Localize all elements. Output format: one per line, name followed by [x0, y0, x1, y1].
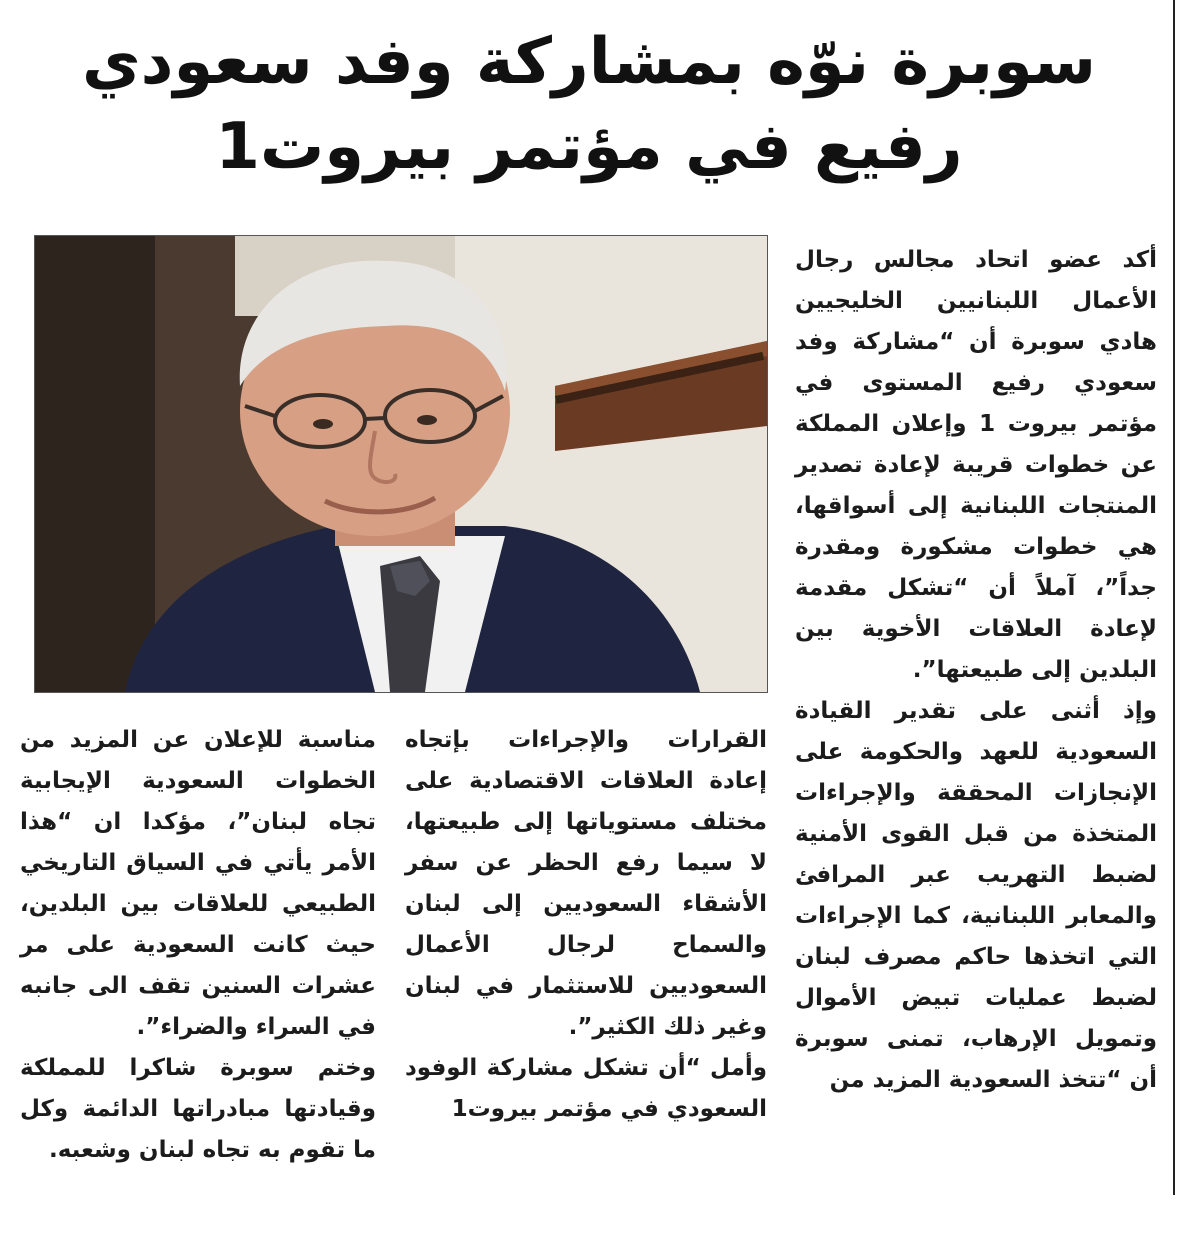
headline-line-1: سوبرة نوّه بمشاركة وفد سعودي — [81, 25, 1097, 99]
paragraph: مناسبة للإعلان عن المزيد من الخطوات السعودية الإيجابية تجاه لبنان”، مؤكدا ان “هذا الأمر يأتي في السياق التاريخي الطبيعي للعلاقات بين البلدين، حيث كانت السعودية على مر عشرات السنين تقف الى جانبه في السراء والضراء”. — [20, 727, 376, 1040]
paragraph: أكد عضو اتحاد مجالس رجال الأعمال اللبنانيين الخليجيين هادي سوبرة أن “مشاركة وفد سعودي رفيع المستوى في مؤتمر بيروت 1 وإعلان المملكة عن خطوات قريبة لإعادة تصدير المنتجات اللبنانية إلى أسواقها، هي خطوات مشكورة ومقدرة جداً”، آملاً أن “تشكل مقدمة لإعادة العلاقات الأخوية بين البلدين إلى طبيعتها”. — [795, 247, 1157, 683]
paragraph: وإذ أثنى على تقدير القيادة السعودية للعهد والحكومة على الإنجازات المحققة والإجراءات المتخذة من قبل القوى الأمنية لضبط التهريب عبر المرافئ والمعابر اللبنانية، كما الإجراءات التي اتخذها حاكم مصرف لبنان لضبط عمليات تبيض الأموال وتمويل الإرهاب، تمنى سوبرة أن “تتخذ السعودية المزيد من — [795, 698, 1157, 1093]
headline-line-2: رفيع في مؤتمر بيروت1 — [215, 110, 963, 184]
paragraph: وأمل “أن تشكل مشاركة الوفود السعودي في مؤتمر بيروت1 — [405, 1055, 767, 1122]
portrait-photo — [34, 235, 768, 693]
article-column-middle — [405, 720, 767, 1130]
portrait-photo-illustration — [35, 236, 767, 692]
article-column-left — [20, 720, 376, 1171]
paragraph: وختم سوبرة شاكرا للمملكة وقيادتها مبادراتها الدائمة وكل ما تقوم به تجاه لبنان وشعبه. — [20, 1055, 376, 1163]
paragraph: القرارات والإجراءات بإتجاه إعادة العلاقات الاقتصادية على مختلف مستوياتها إلى طبيعتها، لا سيما رفع الحظر عن سفر الأشقاء السعوديين إلى لبنان والسماح لرجال الأعمال السعوديين للاستثمار في لبنان وغير ذلك الكثير”. — [405, 727, 767, 1040]
article-column-right — [795, 240, 1157, 1101]
page-edge-rule — [1173, 0, 1175, 1195]
